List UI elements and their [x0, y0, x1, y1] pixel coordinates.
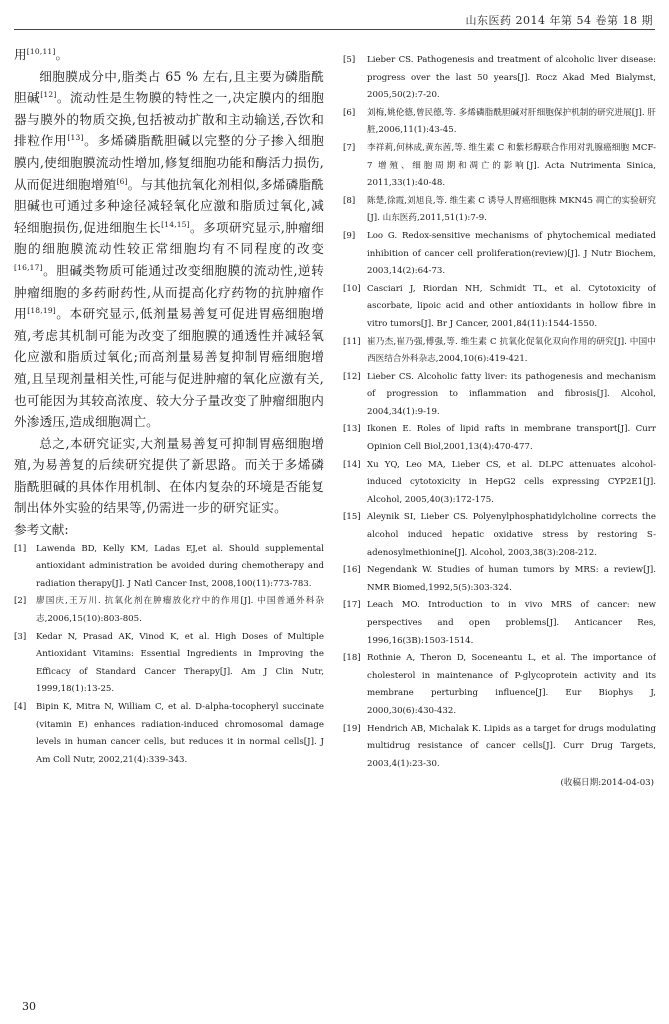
reference-text: Casciari J, Riordan NH, Schmidt TL, et al. Cytotoxicity of ascorbate, lipoic acid and other antioxidants in hollow fibre in vitro tumors[J]. Br J Cancer, 2001,84(11):1544-1550. [367, 283, 656, 329]
reference-number: [3] [14, 631, 27, 642]
text-run: 。胆碱类物质可能通过改变细胞膜的流动性,逆转肿瘤细胞的多药耐药性,从而提高化疗药物的抗肿瘤作用 [14, 262, 324, 322]
reference-item [14, 593, 324, 628]
reference-text: Negendank W. Studies of human tumors by MRS: a review[J]. NMR Biomed,1992,5(5):303-324. [367, 565, 656, 593]
citation: [12] [40, 90, 57, 99]
reference-item [343, 721, 656, 774]
reference-item [343, 562, 656, 597]
reference-number: [8] [343, 195, 356, 206]
text-run: 。多项研究显示,肿瘤细胞的细胞膜流动性较正常细胞均有不同程度的改变 [14, 219, 324, 257]
left-column [14, 44, 324, 984]
reference-item [343, 650, 656, 720]
reference-item [343, 228, 656, 281]
right-column [343, 52, 656, 832]
reference-number: [6] [343, 107, 356, 118]
reference-item [343, 52, 656, 105]
reference-item [343, 597, 656, 650]
reference-number: [16] [343, 565, 361, 576]
reference-item [343, 334, 656, 369]
reference-number: [15] [343, 512, 361, 523]
conclusion-paragraph: 总之,本研究证实,大剂量易善复可抑制胃癌细胞增殖,为易善复的后续研究提供了新思路。而关于多烯磷脂酰胆碱的具体作用机制、在体内复杂的环境是否能复制出体外实验的结果等,仍需进一步的研究证实。 [14, 435, 324, 516]
reference-text: 廖国庆,王万川. 抗氧化剂在肿瘤放化疗中的作用[J]. 中国普通外科杂志,2006,15(10):803-805. [36, 596, 324, 625]
text-run: 用 [14, 47, 27, 62]
reference-item [343, 421, 656, 456]
reference-number: [19] [343, 723, 361, 734]
received-date: (收稿日期:2014-04-03) [560, 778, 654, 789]
reference-text: 李祥莉,何林成,黄东茜,等. 维生素 C 和紫杉醇联合作用对乳腺癌细胞 MCF-7 增殖、细胞周期和凋亡的影响[J]. Acta Nutrimenta Sinica, 2011,33(1):40-48. [367, 142, 656, 189]
reference-item [343, 105, 656, 140]
reference-number: [2] [14, 596, 27, 607]
header-rule [14, 29, 655, 30]
reference-number: [13] [343, 424, 361, 435]
reference-text: Ikonen E. Roles of lipid rafts in membrane transport[J]. Curr Opinion Cell Biol,2001,13(4):470-477. [367, 424, 656, 453]
reference-text: Xu YQ, Leo MA, Lieber CS, et al. DLPC attenuates alcohol-induced cytotoxicity in HepG2 cells expressing CYP2E1[J]. Alcohol, 2005,40(3):172-175. [367, 459, 656, 505]
journal-issue-title: 山东医药 2014 年第 54 卷第 18 期 [465, 14, 653, 27]
reference-text: Aleynik SI, Lieber CS. Polyenylphosphatidylcholine corrects the alcohol induced hepatic oxidative stress by restoring S-adenosylmethionine[J]. Alcohol, 2003,38(3):208-212. [367, 512, 656, 558]
reference-number: [11] [343, 336, 361, 347]
reference-item [343, 369, 656, 422]
citation: [13] [67, 133, 84, 143]
reference-item [343, 281, 656, 334]
reference-text: Bipin K, Mitra N, William C, et al. D-alpha-tocopheryl succinate (vitamin E) enhances radiation-induced chromosomal damage levels in human cancer cells, but reduces it in normal cells[J]. J Am Coll Nutr, 2002,21(4):339-343. [36, 702, 324, 765]
reference-item [343, 140, 656, 193]
reference-item [14, 541, 324, 594]
text-run: 细胞膜成分中,脂类占 65 % 左右,且主要为磷脂酰胆碱 [14, 68, 324, 106]
reference-item [14, 699, 324, 769]
reference-number: [14] [343, 459, 361, 470]
text-run: 。本研究显示,低剂量易善复可促进胃癌细胞增殖,考虑其机制可能为改变了细胞膜的通透性并减轻氧化应激和脂质过氧化;而高剂量易善复抑制胃癌细胞增殖,且呈现剂量相关性,可能与促进肿瘤的氧化应激有关,也可能因为其较高浓度、较大分子量改变了肿瘤细胞内外渗透压,造成细胞凋亡。 [14, 306, 324, 430]
citation: [16,17] [14, 262, 43, 272]
text-run: 。 [55, 47, 69, 62]
reference-text: Leach MO. Introduction to in vivo MRS of cancer: new perspectives and open problems[J]. Anticancer Res, 1996,16(3B):1503-1514. [367, 600, 656, 646]
reference-number: [9] [343, 230, 356, 241]
reference-number: [5] [343, 55, 356, 65]
references-heading: 参考文献: [14, 522, 69, 538]
discussion-paragraph [14, 66, 324, 433]
reference-number: [18] [343, 653, 361, 664]
reference-number: [17] [343, 600, 361, 611]
reference-number: [7] [343, 142, 356, 153]
reference-text: Rothnie A, Theron D, Soceneantu L, et al. The importance of cholesterol in maintenance of P-glycoprotein activity and its membrane perturbing influence[J]. Eur Biophys J, 2000,30(6):430-432. [367, 653, 656, 716]
text-run: 。多烯磷脂酰胆碱以完整的分子掺入细胞膜内,使细胞膜流动性增加,修复细胞功能和酶活力损伤,从而促进细胞增殖 [14, 133, 324, 192]
reference-number: [10] [343, 283, 361, 294]
reference-text: Hendrich AB, Michalak K. Lipids as a target for drugs modulating multidrug resistance of cancer cells[J]. Curr Drug Targets, 2003,4(1):23-30. [367, 723, 656, 769]
reference-item [343, 193, 656, 228]
reference-item [14, 629, 324, 699]
reference-number: [12] [343, 371, 361, 382]
reference-text: Lieber CS. Alcoholic fatty liver: its pathogenesis and mechanism of progression to inflammation and fibrosis[J]. Alcohol, 2004,34(1):9-19. [367, 371, 656, 417]
reference-text: Lieber CS. Pathogenesis and treatment of alcoholic liver disease: progress over the last 50 years[J]. Rocz Akad Med Bialymst, 2005,50(2):7-20. [367, 55, 656, 101]
citation: [18,19] [27, 305, 56, 315]
running-header [14, 8, 655, 30]
reference-text: 陈楚,徐霞,刘旭良,等. 维生素 C 诱导人胃癌细胞株 MKN45 凋亡的实验研究[J]. 山东医药,2011,51(1):7-9. [367, 195, 656, 224]
reference-item [343, 457, 656, 510]
reference-text: 崔乃杰,崔乃强,傅强,等. 维生素 C 抗氧化促氧化双向作用的研究[J]. 中国中西医结合外科杂志,2004,10(6):419-421. [367, 336, 656, 365]
text-run: 。流动性是生物膜的特性之一,决定膜内的细胞器与膜外的物质交换,包括被动扩散和主动输送,吞饮和排粒作用 [14, 90, 324, 149]
reference-item [343, 509, 656, 562]
text-run: 。与其他抗氧化剂相似,多烯磷脂酰胆碱也可通过多种途径减轻氧化应激和脂质过氧化,减轻细胞损伤,促进细胞生长 [14, 176, 324, 235]
citation: [6] [116, 176, 128, 186]
reference-text: 刘梅,姚伦德,曾民德,等. 多烯磷脂酰胆碱对肝细胞保护机制的研究进展[J]. 肝脏,2006,11(1):43-45. [367, 107, 656, 136]
reference-number: [4] [14, 702, 27, 712]
citation: [10,11] [26, 46, 56, 56]
continued-paragraph [14, 44, 324, 66]
reference-text: Loo G. Redox-sensitive mechanisms of phytochemical mediated inhibition of cancer cell proliferation(review)[J]. J Nutr Biochem, 2003,14(2):64-73. [367, 230, 656, 277]
reference-text: Kedar N, Prasad AK, Vinod K, et al. High Doses of Multiple Antioxidant Vitamins: Essential Ingredients in Improving the Efficacy of Standard Cancer Therapy[J]. Am J Clin Nutr, 1999,18(1):13-25. [36, 631, 324, 695]
citation: [14,15] [161, 219, 190, 229]
reference-text: Lawenda BD, Kelly KM, Ladas EJ,et al. Should supplemental antioxidant administration be avoided during chemotherapy and radiation therapy[J]. J Natl Cancer Inst, 2008,100(11):773-783. [36, 543, 324, 589]
reference-number: [1] [14, 543, 27, 554]
page-number: 30 [22, 1000, 36, 1013]
